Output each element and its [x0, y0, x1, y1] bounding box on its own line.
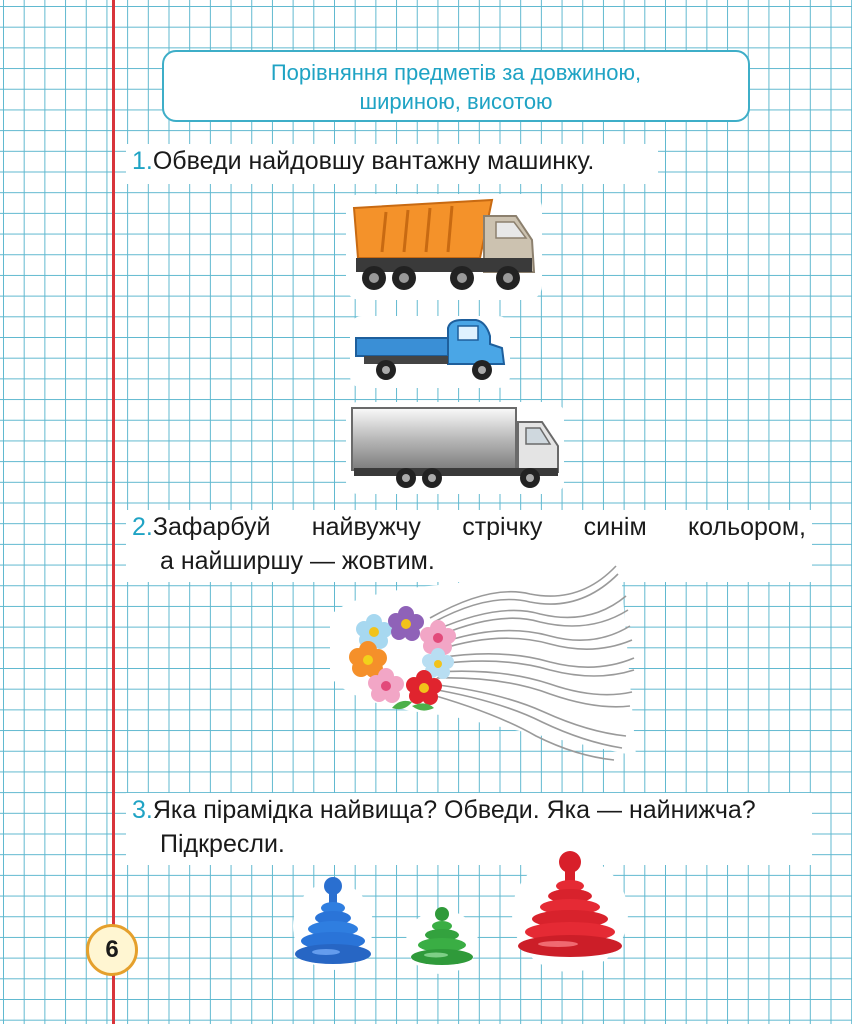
task-word: стрічку: [462, 513, 543, 541]
flower-bouquet-with-ribbons-icon[interactable]: [330, 556, 638, 770]
task-text: Обведи найдовшу вантажну машинку.: [152, 147, 595, 175]
task-line-2: Підкресли.: [160, 830, 285, 858]
blue-pyramid-toy-icon[interactable]: [290, 872, 376, 972]
task-3: [126, 793, 812, 865]
task-word: кольором,: [687, 513, 806, 541]
green-pyramid-toy-icon[interactable]: [404, 904, 480, 974]
title-line-2: шириною, висотою: [359, 89, 553, 114]
flatbed-truck-icon[interactable]: [350, 316, 510, 388]
title-line-1: Порівняння предметів за довжиною,: [270, 60, 642, 85]
red-pyramid-toy-icon[interactable]: [510, 846, 630, 972]
task-line-1: [132, 793, 806, 827]
task-word: синім: [583, 513, 647, 541]
box-truck-icon[interactable]: [346, 402, 564, 494]
task-word: Зафарбуй: [152, 513, 271, 541]
task-number: 2.: [132, 513, 153, 541]
task-line-1: [132, 510, 806, 544]
dump-truck-icon[interactable]: [346, 194, 542, 300]
task-1: [126, 144, 658, 184]
page-number: 6: [86, 924, 138, 976]
margin-line: [112, 0, 115, 1024]
page-title: [162, 50, 750, 122]
task-number: 3.: [132, 796, 153, 824]
task-word: найвужчу: [311, 513, 421, 541]
task-text: Яка пірамідка найвища? Обведи. Яка — найнижча?: [152, 796, 756, 824]
task-number: 1.: [132, 147, 153, 175]
task-line-2: а найширшу — жовтим.: [160, 547, 435, 575]
